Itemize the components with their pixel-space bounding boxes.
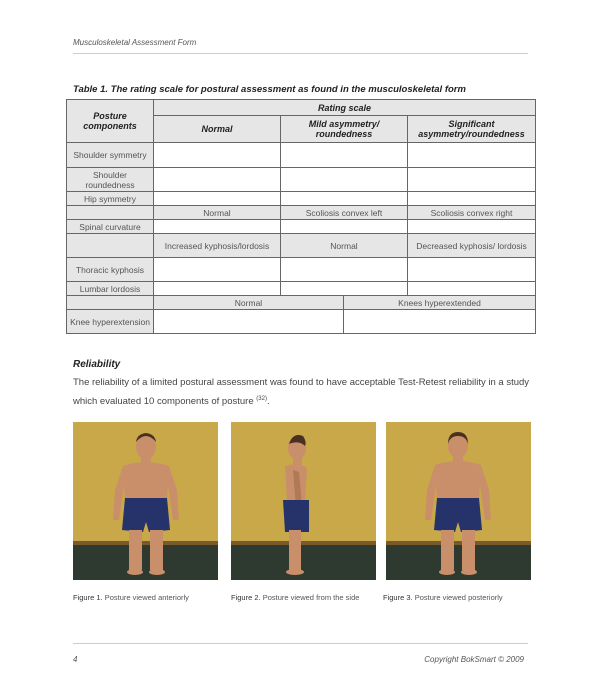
- sub-header-spacer: [67, 296, 154, 310]
- rating-cell[interactable]: [154, 258, 281, 282]
- page-number: 4: [73, 655, 78, 664]
- header-rating-scale: Rating scale: [154, 100, 536, 116]
- row-label-thoracic-kyphosis: Thoracic kyphosis: [67, 258, 154, 282]
- rating-cell[interactable]: [408, 143, 536, 168]
- row-label-shoulder-roundedness: Shoulder roundedness: [67, 168, 154, 192]
- figure-1-caption: Figure 1. Posture viewed anteriorly: [73, 593, 189, 602]
- reliability-heading: Reliability: [73, 359, 121, 370]
- header-divider: [73, 53, 528, 54]
- citation-ref: (32): [256, 396, 267, 402]
- rating-cell[interactable]: [344, 310, 536, 334]
- option-normal: Normal: [281, 234, 408, 258]
- header-posture-components: Posture components: [67, 100, 154, 143]
- option-normal: Normal: [154, 206, 281, 220]
- rating-cell[interactable]: [154, 282, 281, 296]
- rating-cell[interactable]: [281, 192, 408, 206]
- row-label-shoulder-symmetry: Shoulder symmetry: [67, 143, 154, 168]
- table-caption: Table 1. The rating scale for postural assessment as found in the musculoskeletal form: [73, 84, 466, 95]
- rating-cell[interactable]: [281, 168, 408, 192]
- figure-3-caption: Figure 3. Posture viewed posteriorly: [383, 593, 503, 602]
- rating-cell[interactable]: [154, 168, 281, 192]
- sub-header-spacer: [67, 206, 154, 220]
- header-mild: Mild asymmetry/ roundedness: [281, 116, 408, 143]
- photo-posture-side: [231, 422, 376, 580]
- option-decreased-kyphosis: Decreased kyphosis/ lordosis: [408, 234, 536, 258]
- rating-cell[interactable]: [154, 192, 281, 206]
- rating-cell[interactable]: [281, 143, 408, 168]
- rating-cell[interactable]: [408, 168, 536, 192]
- rating-cell[interactable]: [281, 282, 408, 296]
- rating-cell[interactable]: [154, 143, 281, 168]
- rating-cell[interactable]: [281, 258, 408, 282]
- row-label-lumbar-lordosis: Lumbar lordosis: [67, 282, 154, 296]
- reliability-paragraph: The reliability of a limited postural assessment was found to have acceptable Test-Retest reliability in a study which evaluated 10 components of posture $^{(32)}$.: [73, 377, 530, 408]
- rating-cell[interactable]: [281, 220, 408, 234]
- option-knees-hyperextended: Knees hyperextended: [344, 296, 536, 310]
- header-significant: Significant asymmetry/roundedness: [408, 116, 536, 143]
- sub-header-spacer: [67, 234, 154, 258]
- option-scoliosis-left: Scoliosis convex left: [281, 206, 408, 220]
- header-normal: Normal: [154, 116, 281, 143]
- row-label-spinal-curvature: Spinal curvature: [67, 220, 154, 234]
- option-scoliosis-right: Scoliosis convex right: [408, 206, 536, 220]
- rating-cell[interactable]: [408, 258, 536, 282]
- rating-cell[interactable]: [408, 192, 536, 206]
- photo-posture-posterior: [386, 422, 531, 580]
- rating-cell[interactable]: [408, 282, 536, 296]
- rating-scale-table: [66, 99, 536, 334]
- option-increased-kyphosis: Increased kyphosis/lordosis: [154, 234, 281, 258]
- running-header: Musculoskeletal Assessment Form: [73, 38, 197, 47]
- row-label-hip-symmetry: Hip symmetry: [67, 192, 154, 206]
- figure-2-caption: Figure 2. Posture viewed from the side: [231, 593, 360, 602]
- rating-cell[interactable]: [408, 220, 536, 234]
- rating-cell[interactable]: [154, 310, 344, 334]
- footer-divider: [73, 643, 528, 644]
- row-label-knee-hyperextension: Knee hyperextension: [67, 310, 154, 334]
- option-normal: Normal: [154, 296, 344, 310]
- photo-posture-anterior: [73, 422, 218, 580]
- copyright: Copyright BokSmart © 2009: [424, 655, 524, 664]
- rating-cell[interactable]: [154, 220, 281, 234]
